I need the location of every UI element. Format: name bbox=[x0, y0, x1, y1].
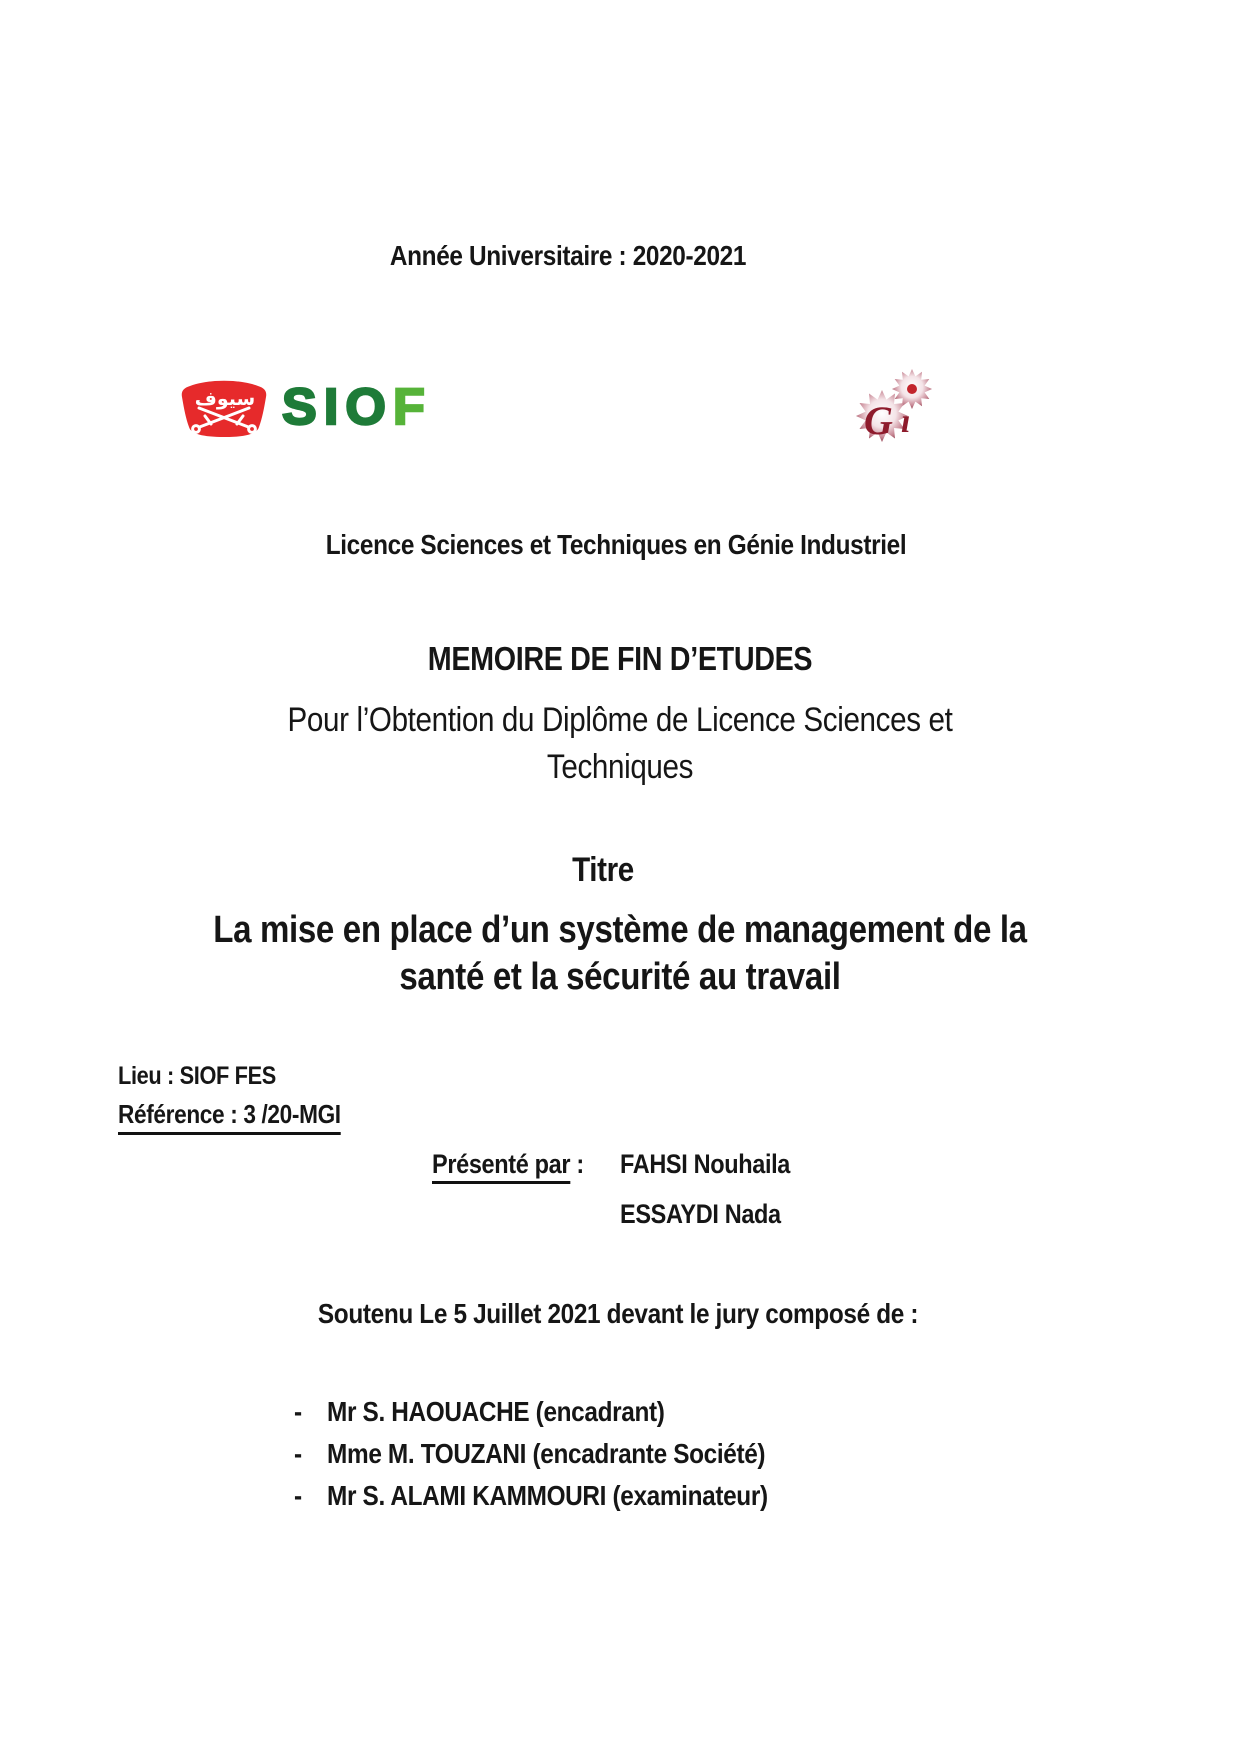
gi-logo bbox=[855, 368, 947, 446]
purpose-lines bbox=[81, 697, 1160, 791]
siof-wordmark-dark: SIO bbox=[282, 378, 394, 435]
jury-row bbox=[294, 1438, 768, 1480]
jury-member-name: Mr S. ALAMI KAMMOURI (examinateur) bbox=[327, 1480, 768, 1511]
main-title bbox=[81, 907, 1160, 1001]
title-label: Titre bbox=[572, 851, 634, 889]
siof-arabic-text: سيوف bbox=[194, 388, 256, 410]
main-title-line-1: La mise en place d’un système de management de la bbox=[213, 909, 1027, 951]
jury-bullet: - bbox=[294, 1480, 302, 1511]
purpose-line-1: Pour l’Obtention du Diplôme de Licence Sciences et bbox=[287, 701, 953, 739]
program-line: Licence Sciences et Techniques en Génie Industriel bbox=[325, 529, 907, 560]
gi-letter-g: G bbox=[864, 398, 893, 443]
memoir-heading: MEMOIRE DE FIN D’ETUDES bbox=[427, 640, 813, 677]
purpose-line-2: Techniques bbox=[546, 748, 694, 786]
main-title-line-2: santé et la sécurité au travail bbox=[399, 956, 841, 998]
jury-row bbox=[294, 1480, 768, 1522]
author-1: FAHSI Nouhaila bbox=[620, 1149, 791, 1179]
jury-bullet: - bbox=[294, 1396, 302, 1427]
siof-wordmark bbox=[282, 378, 432, 435]
reference-line bbox=[118, 1099, 341, 1135]
siof-badge-icon bbox=[180, 378, 268, 440]
siof-logo bbox=[180, 378, 480, 442]
location-line: Lieu : SIOF FES bbox=[118, 1062, 276, 1090]
jury-list bbox=[294, 1396, 768, 1522]
gi-letter-i: ı bbox=[901, 403, 911, 440]
presented-by-label: Présenté par bbox=[432, 1149, 570, 1184]
siof-wordmark-light: F bbox=[393, 378, 432, 435]
presented-by bbox=[432, 1149, 584, 1180]
reference-text: Référence : 3 /20-MGI bbox=[118, 1099, 341, 1135]
academic-year-line: Année Universitaire : 2020-2021 bbox=[389, 240, 747, 271]
jury-member-name: Mr S. HAOUACHE (encadrant) bbox=[327, 1396, 665, 1427]
defense-line: Soutenu Le 5 Juillet 2021 devant le jury composé de : bbox=[317, 1298, 919, 1329]
jury-member-name: Mme M. TOUZANI (encadrante Société) bbox=[327, 1438, 766, 1469]
presented-by-separator: : bbox=[570, 1149, 584, 1179]
jury-bullet: - bbox=[294, 1438, 302, 1469]
gi-i-dot bbox=[907, 384, 917, 394]
author-2: ESSAYDI Nada bbox=[620, 1199, 781, 1229]
jury-row bbox=[294, 1396, 768, 1438]
